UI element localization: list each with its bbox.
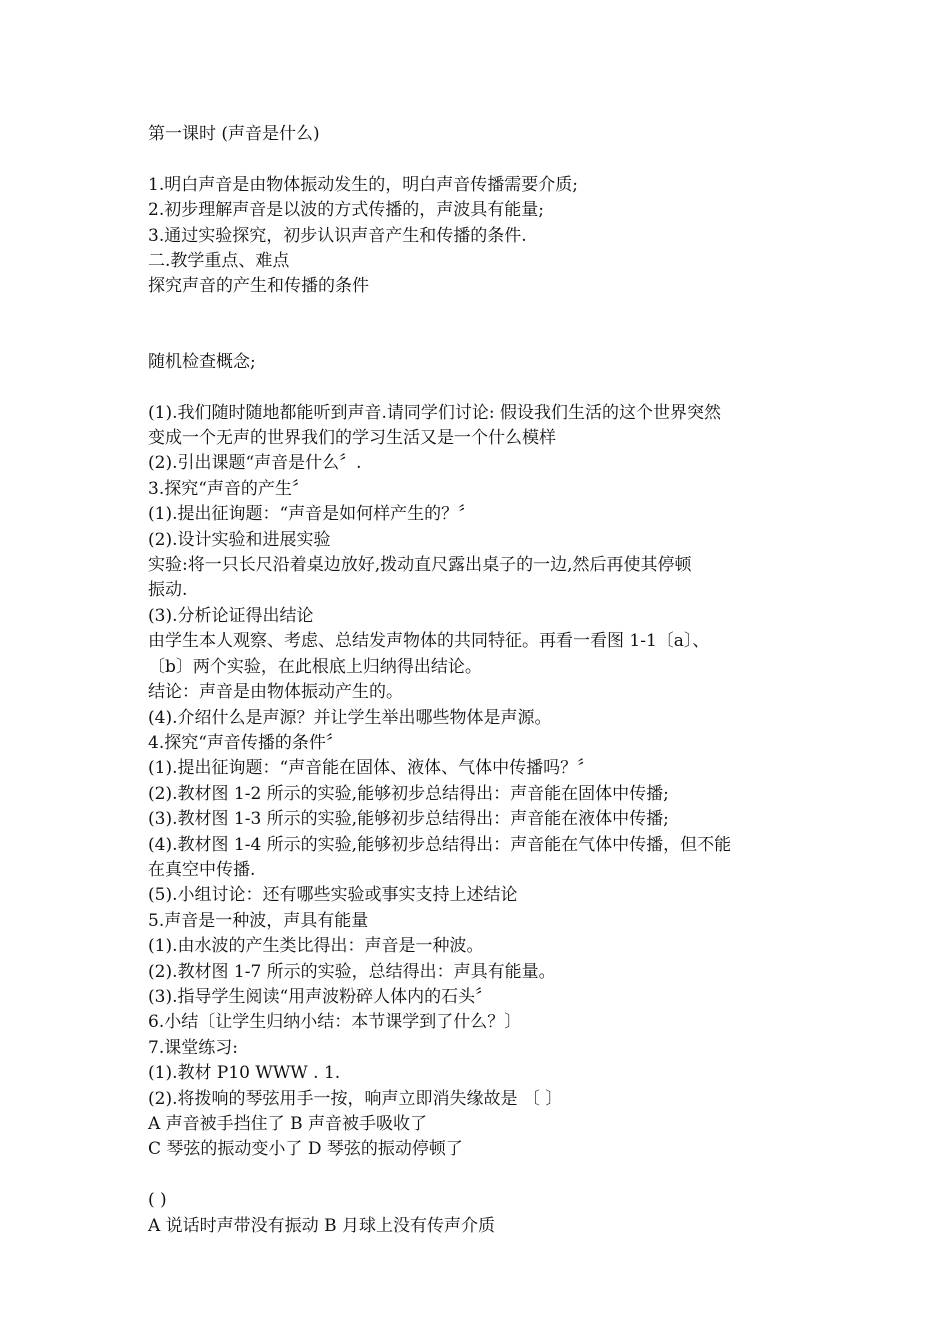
- key-points-heading: 二.教学重点、难点: [148, 251, 290, 272]
- body-line: (2).引出课题“声音是什么〞.: [148, 453, 362, 474]
- body-line: 实验:将一只长尺沿着桌边放好,拨动直尺露出桌子的一边,然后再使其停顿: [148, 555, 692, 576]
- body-line: A 声音被手挡住了 B 声音被手吸收了: [148, 1114, 427, 1134]
- objective-line: 3.通过实验探究，初步认识声音产生和传播的条件.: [148, 225, 527, 246]
- body-line: (5).小组讨论：还有哪些实验或事实支持上述结论: [148, 885, 518, 906]
- body-line: 由学生本人观察、考虑、总结发声物体的共同特征。再看一看图 1-1〔a〕、: [148, 631, 710, 652]
- spacer: [148, 375, 828, 400]
- body-line: 在真空中传播.: [148, 859, 256, 880]
- question-bracket: ( ): [148, 1190, 167, 1211]
- body-line: (1).提出征询题：“声音能在固体、液体、气体中传播吗？〞: [148, 758, 595, 779]
- check-concepts: 随机检查概念;: [148, 351, 256, 372]
- body-line: (1).由水波的产生类比得出：声音是一种波。: [148, 936, 484, 957]
- spacer: [148, 147, 828, 172]
- body-line: (1).教材 P10 WWW . 1.: [148, 1063, 341, 1084]
- body-line: (2).教材图 1-2 所示的实验,能够初步总结得出：声音能在固体中传播;: [148, 783, 669, 804]
- lesson-title: 第一课时 (声音是什么): [148, 124, 320, 144]
- key-points-text: 探究声音的产生和传播的条件: [148, 276, 369, 297]
- body-line: 5.声音是一种波，声具有能量: [148, 910, 369, 931]
- body-line: 〔b〕两个实验，在此根底上归纳得出结论。: [148, 656, 482, 677]
- body-line: (1).提出征询题：“声音是如何样产生的？〞: [148, 504, 476, 525]
- body-line: 振动.: [148, 580, 188, 601]
- body-line: (3).教材图 1-3 所示的实验,能够初步总结得出：声音能在液体中传播;: [148, 809, 669, 830]
- body-line: 7.课堂练习:: [148, 1037, 238, 1058]
- body-line: C 琴弦的振动变小了 D 琴弦的振动停顿了: [148, 1139, 463, 1160]
- body-line: (4).介绍什么是声源？并让学生举出哪些物体是声源。: [148, 707, 552, 728]
- answer-options: A 说话时声带没有振动 B 月球上没有传声介质: [148, 1215, 495, 1236]
- spacer: [148, 300, 828, 350]
- document-content: [148, 122, 828, 1239]
- body-line: (3).指导学生阅读“用声波粉碎人体内的石头〞: [148, 986, 493, 1007]
- body-line: (2).将拨响的琴弦用手一按，响声立即消失缘故是 〔 〕: [148, 1088, 563, 1109]
- body-line: (2).设计实验和进展实验: [148, 529, 331, 550]
- body-line: 3.探究“声音的产生〞: [148, 478, 309, 499]
- objective-line: 2.初步理解声音是以波的方式传播的，声波具有能量;: [148, 200, 544, 221]
- body-line: 变成一个无声的世界我们的学习生活又是一个什么模样: [148, 428, 556, 449]
- objective-line: 1.明白声音是由物体振动发生的，明白声音传播需要介质;: [148, 174, 578, 195]
- body-line: (2).教材图 1-7 所示的实验，总结得出：声具有能量。: [148, 961, 556, 982]
- body-line: (4).教材图 1-4 所示的实验,能够初步总结得出：声音能在气体中传播，但不能: [148, 834, 732, 855]
- body-line: (1).我们随时随地都能听到声音.请同学们讨论: 假设我们生活的这个世界突然: [148, 402, 722, 423]
- spacer: [148, 1163, 828, 1188]
- body-line: 6.小结〔让学生归纳小结：本节课学到了什么？〕: [148, 1012, 522, 1033]
- body-line: (3).分析论证得出结论: [148, 605, 314, 626]
- body-line: 4.探究“声音传播的条件〞: [148, 732, 343, 753]
- body-line: 结论：声音是由物体振动产生的。: [148, 682, 403, 703]
